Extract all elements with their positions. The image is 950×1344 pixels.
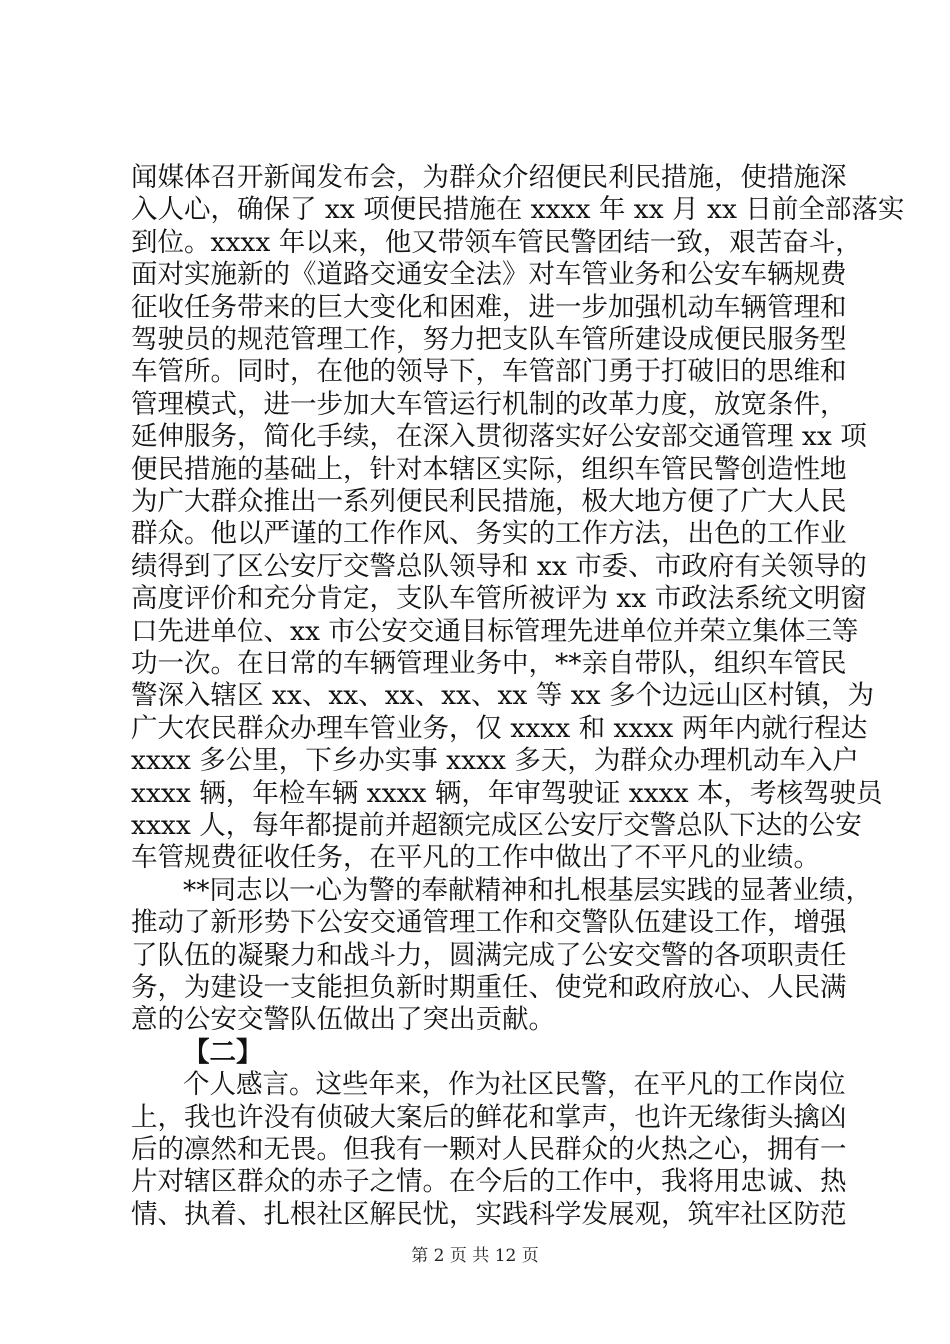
text-line: 了队伍的凝聚力和战斗力，圆满完成了公安交警的各项职责任 (131, 939, 847, 971)
text-line: 入人心，确保了 xx 项便民措施在 xxxx 年 xx 月 xx 日前全部落实 (131, 194, 905, 226)
text-line: 便民措施的基础上，针对本辖区实际，组织车管民警创造性地 (131, 453, 847, 485)
text-line: 警深入辖区 xx、xx、xx、xx、xx 等 xx 多个边远山区村镇，为 (131, 680, 875, 712)
page-number: 第 2 页 共 12 页 (411, 1246, 539, 1266)
text-line: 绩得到了区公安厅交警总队领导和 xx 市委、市政府有关领导的 (131, 550, 867, 582)
text-line: 为广大群众推出一系列便民利民措施，极大地方便了广大人民 (131, 486, 847, 517)
text-line: xxxx 人，每年都提前并超额完成区公安厅交警总队下达的公安 (131, 810, 862, 841)
text-line: 口先进单位、xx 市公安交通目标管理先进单位并荣立集体三等 (131, 615, 859, 647)
text-line: 车管规费征收任务，在平凡的工作中做出了不平凡的业绩。 (131, 842, 820, 874)
text-line: 意的公安交警队伍做出了突出贡献。 (131, 1004, 555, 1036)
text-line: 延伸服务，简化手续，在深入贯彻落实好公安部交通管理 xx 项 (131, 421, 867, 453)
text-line: 片对辖区群众的赤子之情。在今后的工作中，我将用忠诚、热 (131, 1166, 847, 1198)
text-line: 务，为建设一支能担负新时期重任、使党和政府放心、人民满 (131, 972, 847, 1003)
text-line: 高度评价和充分肯定，支队车管所被评为 xx 市政法系统文明窗 (131, 583, 867, 615)
text-line: 面对实施新的《道路交通安全法》对车管业务和公安车辆规费 (131, 259, 847, 291)
text-line: xxxx 辆，年检车辆 xxxx 辆，年审驾驶证 xxxx 本，考核驾驶员 (131, 777, 883, 809)
text-line: 上，我也许没有侦破大案后的鲜花和掌声，也许无缘街头擒凶 (131, 1101, 847, 1133)
section-heading: 【二】 (183, 1036, 263, 1068)
text-line: 情、执着、扎根社区解民忧，实践科学发展观，筑牢社区防范 (131, 1198, 847, 1230)
text-line: 闻媒体召开新闻发布会，为群众介绍便民利民措施，使措施深 (131, 162, 847, 193)
text-line: 驾驶员的规范管理工作，努力把支队车管所建设成便民服务型 (131, 324, 847, 355)
text-line: 到位。xxxx 年以来，他又带领车管民警团结一致，艰苦奋斗， (131, 226, 862, 258)
text-line: **同志以一心为警的奉献精神和扎根基层实践的显著业绩， (183, 874, 872, 906)
text-line: 群众。他以严谨的工作作风、务实的工作方法，出色的工作业 (131, 518, 847, 550)
text-line: 车管所。同时，在他的领导下，车管部门勇于打破旧的思维和 (131, 356, 847, 388)
text-line: 推动了新形势下公安交通管理工作和交警队伍建设工作，增强 (131, 907, 847, 939)
text-line: 广大农民群众办理车管业务，仅 xxxx 和 xxxx 两年内就行程达 (131, 712, 868, 744)
text-line: 征收任务带来的巨大变化和困难，进一步加强机动车辆管理和 (131, 291, 847, 323)
text-line: 后的凛然和无畏。但我有一颗对人民群众的火热之心，拥有一 (131, 1134, 847, 1165)
text-line: 个人感言。这些年来，作为社区民警，在平凡的工作岗位 (183, 1069, 846, 1101)
text-line: 管理模式，进一步加大车管运行机制的改革力度，放宽条件， (131, 388, 847, 420)
text-line: 功一次。在日常的车辆管理业务中，**亲自带队，组织车管民 (131, 648, 847, 679)
text-line: xxxx 多公里，下乡办实事 xxxx 多天，为群众办理机动车入户 (131, 745, 859, 777)
